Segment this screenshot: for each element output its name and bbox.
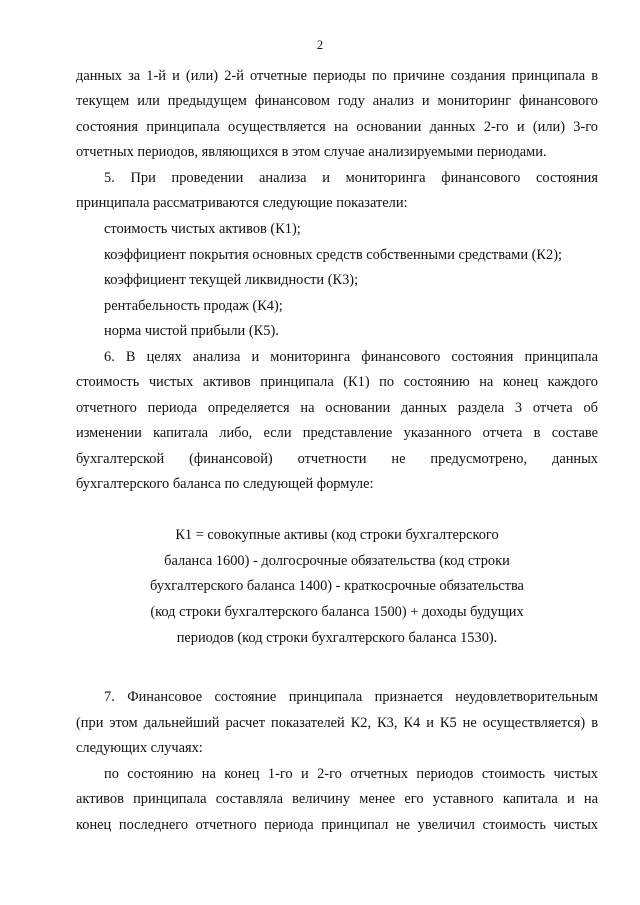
text-line: конец последнего отчетного периода принципал не увеличил стоимость чистых bbox=[76, 817, 598, 833]
text-line: изменении капитала либо, если представление указанного отчета в составе bbox=[76, 425, 598, 441]
formula-line: (код строки бухгалтерского баланса 1500) + доходы будущих bbox=[150, 604, 524, 620]
text-line: активов принципала составляла величину менее его уставного капитала и на bbox=[76, 791, 598, 807]
text-line: по состоянию на конец 1-го и 2-го отчетных периодов стоимость чистых bbox=[104, 766, 598, 782]
text-line: состояния принципала осуществляется на основании данных 2-го и (или) 3-го bbox=[76, 119, 598, 135]
text-line: данных за 1-й и (или) 2-й отчетные периоды по причине создания принципала в bbox=[76, 68, 598, 84]
formula-line: К1 = совокупные активы (код строки бухгалтерского bbox=[175, 527, 499, 543]
list-item: коэффициент покрытия основных средств собственными средствами (К2); bbox=[104, 247, 562, 263]
text-line: отчетных периодов, являющихся в этом случае анализируемыми периодами. bbox=[76, 144, 547, 160]
list-item: норма чистой прибыли (К5). bbox=[104, 323, 279, 339]
text-line: бухгалтерской (финансовой) отчетности не предусмотрено, данных bbox=[76, 451, 598, 467]
text-line: принципала рассматриваются следующие показатели: bbox=[76, 195, 408, 211]
text-line: следующих случаях: bbox=[76, 740, 203, 756]
text-line: отчетного периода определяется на основании данных раздела 3 отчета об bbox=[76, 400, 598, 416]
text-line: 7. Финансовое состояние принципала признается неудовлетворительным bbox=[104, 689, 598, 705]
list-item: коэффициент текущей ликвидности (К3); bbox=[104, 272, 359, 288]
formula-line: бухгалтерского баланса 1400) - краткосрочные обязательства bbox=[150, 578, 524, 594]
text-line: 5. При проведении анализа и мониторинга финансового состояния bbox=[104, 170, 598, 186]
page-number: 2 bbox=[316, 38, 324, 52]
formula-line: баланса 1600) - долгосрочные обязательства (код строки bbox=[164, 553, 510, 569]
text-line: стоимость чистых активов принципала (К1) по состоянию на конец каждого bbox=[76, 374, 598, 390]
text-line: 6. В целях анализа и мониторинга финансового состояния принципала bbox=[104, 349, 598, 365]
text-line: бухгалтерского баланса по следующей формуле: bbox=[76, 476, 374, 492]
formula-line: периодов (код строки бухгалтерского баланса 1530). bbox=[176, 630, 498, 646]
list-item: рентабельность продаж (К4); bbox=[104, 298, 283, 314]
text-line: текущем или предыдущем финансовом году анализ и мониторинг финансового bbox=[76, 93, 598, 109]
text-line: (при этом дальнейший расчет показателей К2, К3, К4 и К5 не осуществляется) в bbox=[76, 715, 598, 731]
list-item: стоимость чистых активов (К1); bbox=[104, 221, 301, 237]
